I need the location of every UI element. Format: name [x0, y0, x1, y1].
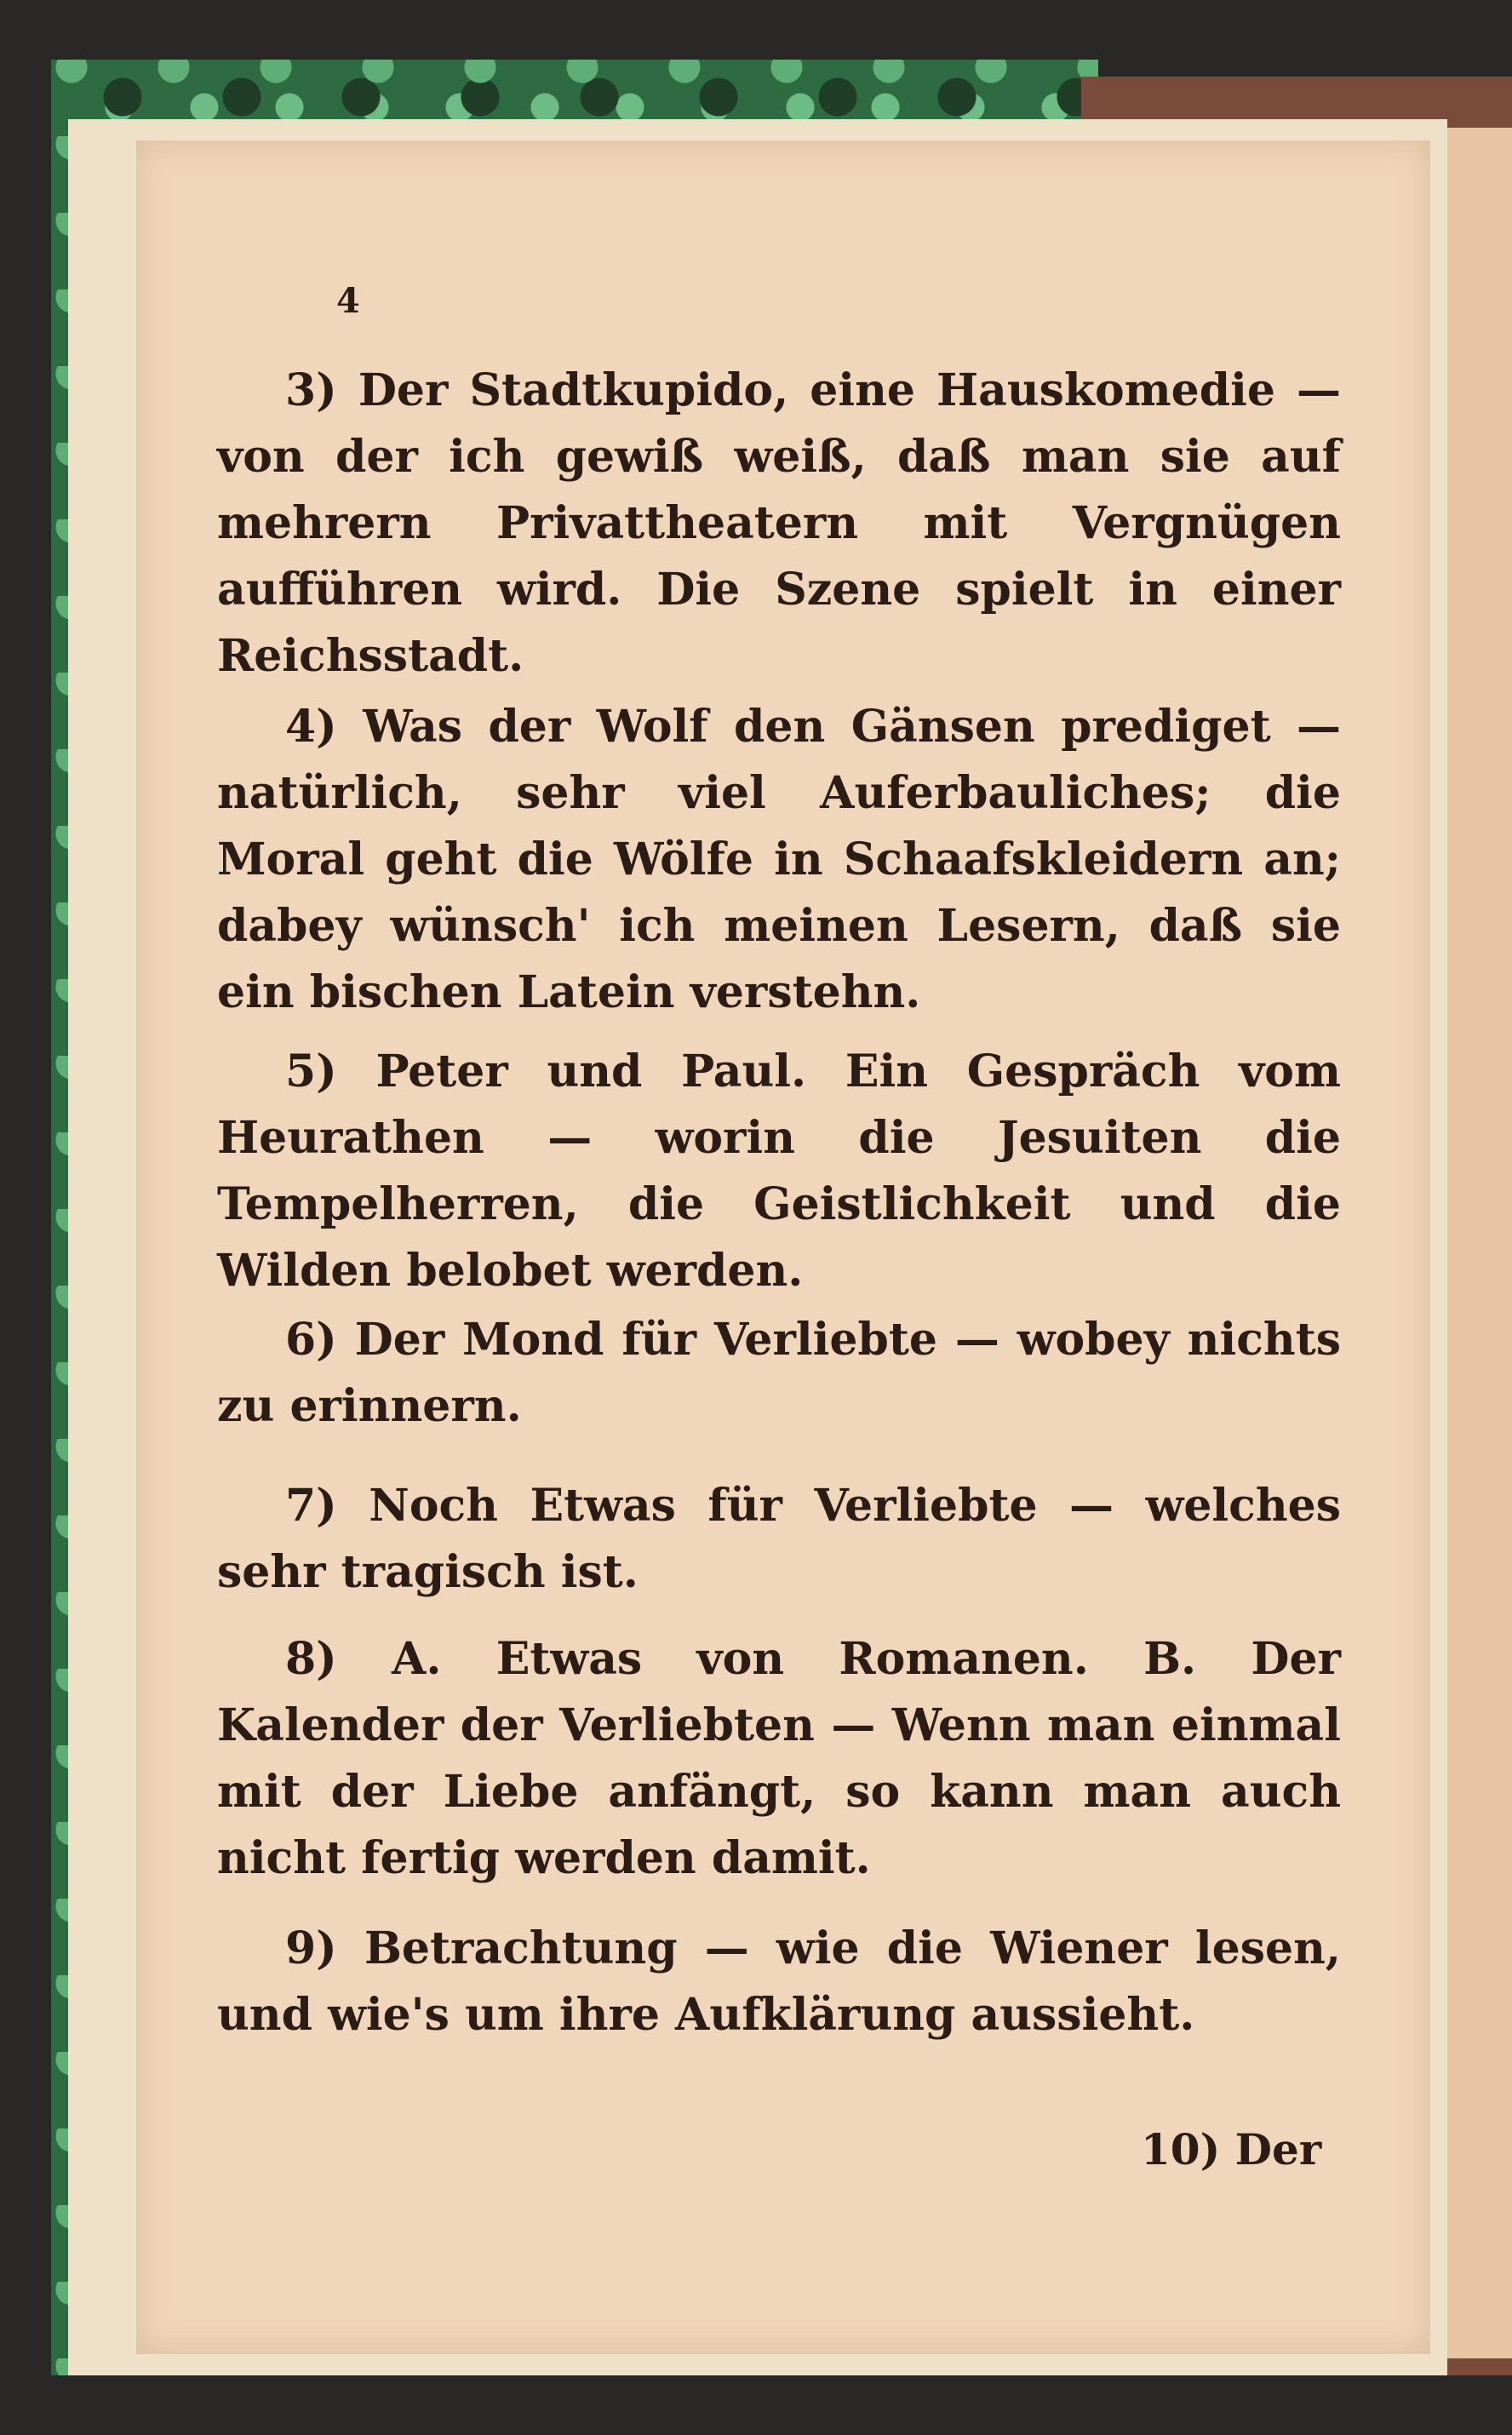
catchword: 10) Der: [1141, 2124, 1322, 2174]
entry-text: 7) Noch Etwas für Verliebte — welches sehr tragisch ist.: [217, 1480, 1341, 1598]
entry-7: [217, 1473, 1341, 1606]
entry-text: 5) Peter und Paul. Ein Gespräch vom Heurathen — worin die Jesuiten die Tempelherren, die Geistlichkeit und die Wilden belobet werden.: [217, 1046, 1341, 1297]
entry-3: [217, 358, 1341, 690]
entry-6: [217, 1307, 1341, 1440]
entry-text: 3) Der Stadtkupido, eine Hauskomedie — von der ich gewiß weiß, daß man sie auf mehrern Privattheatern mit Vergnügen aufführen wird. Die Szene spielt in einer Reichsstadt.: [217, 364, 1341, 682]
page-number: 4: [336, 281, 360, 321]
entry-4: [217, 694, 1341, 1026]
entry-text: 8) A. Etwas von Romanen. B. Der Kalender der Verliebten — Wenn man einmal mit der Liebe anfängt, so kann man auch nicht fertig werden damit.: [217, 1633, 1341, 1884]
entry-text: 6) Der Mond für Verliebte — wobey nichts zu erinnern.: [217, 1314, 1341, 1432]
entry-9: [217, 1916, 1341, 2048]
entry-5: [217, 1039, 1341, 1304]
entry-text: 9) Betrachtung — wie die Wiener lesen, und wie's um ihre Aufklärung aussieht.: [217, 1922, 1341, 2041]
entry-text: 4) Was der Wolf den Gänsen prediget — natürlich, sehr viel Auferbauliches; die Moral geht die Wölfe in Schaafskleidern an; dabey wünsch' ich meinen Lesern, daß sie ein bischen Latein verstehn.: [217, 701, 1341, 1018]
entry-8: [217, 1626, 1341, 1892]
